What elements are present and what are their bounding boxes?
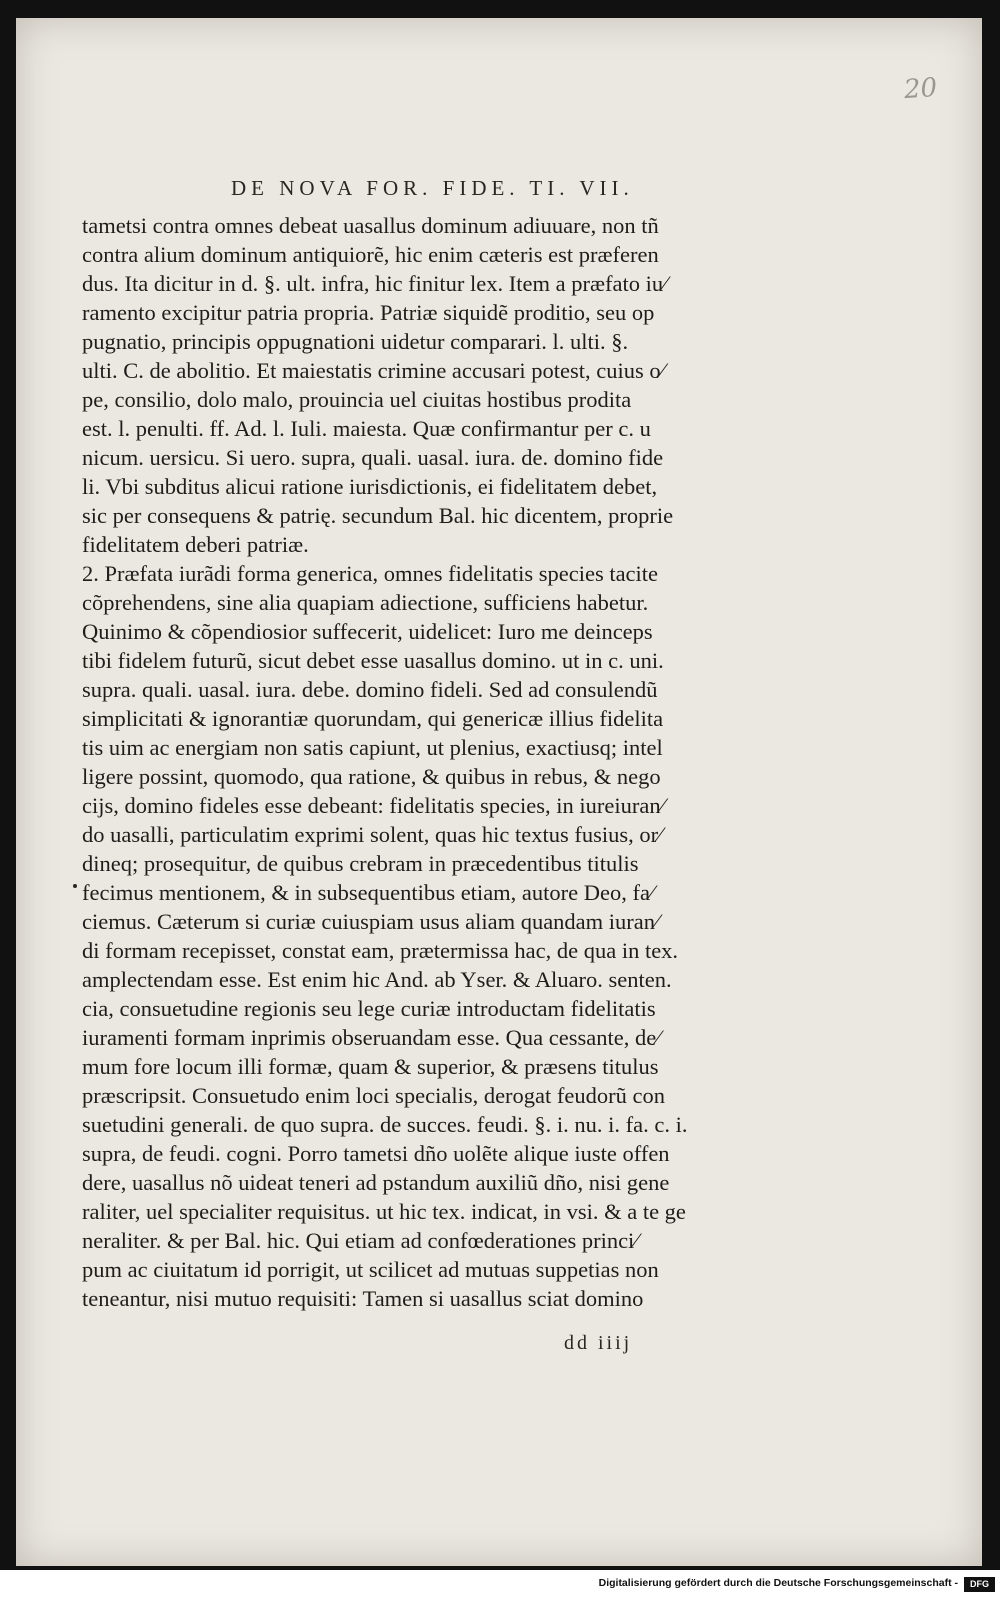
text-line: supra, de feudi. cogni. Porro tametsi dño uolẽte alique iuste offen (82, 1141, 670, 1166)
text-line: tis uim ac energiam non satis capiunt, ut plenius, exactiusq; intel (82, 735, 663, 760)
text-line: dus. Ita dicitur in d. §. ult. infra, hic finitur lex. Item a præfato iu⁄ (82, 271, 667, 296)
text-line: cia, consuetudine regionis seu lege curiæ introductam fidelitatis (82, 996, 656, 1021)
text-line: pum ac ciuitatum id porrigit, ut scilicet ad mutuas suppetias non (82, 1257, 659, 1282)
text-line: tibi fidelem futurũ, sicut debet esse uasallus domino. ut in c. uni. (82, 648, 664, 673)
text-line: nicum. uersicu. Si uero. supra, quali. uasal. iura. de. domino fide (82, 445, 664, 470)
digitization-credit: Digitalisierung gefördert durch die Deutsche Forschungsgemeinschaft - (598, 1577, 958, 1589)
text-line: cijs, domino fideles esse debeant: fidelitatis species, in iureiuran⁄ (82, 793, 665, 818)
text-line: ligere possint, quomodo, qua ratione, & quibus in rebus, & nego (82, 764, 661, 789)
text-line: pugnatio, principis oppugnationi uidetur comparari. l. ulti. §. (82, 329, 629, 354)
body-text (82, 211, 762, 1313)
margin-mark (73, 884, 77, 888)
text-line: ulti. C. de abolitio. Et maiestatis crimine accusari potest, cuius o⁄ (82, 358, 665, 383)
text-line: ramento excipitur patria propria. Patriæ siquidẽ proditio, seu op (82, 300, 655, 325)
text-line: di formam recepisset, constat eam, prætermissa hac, de qua in tex. (82, 938, 679, 963)
book-page (16, 18, 982, 1566)
text-line: tametsi contra omnes debeat uasallus dominum adiuuare, non tñ (82, 213, 659, 238)
text-line: fecimus mentionem, & in subsequentibus etiam, autore Deo, fa⁄ (82, 880, 654, 905)
text-line: suetudini generali. de quo supra. de succes. feudi. §. i. nu. i. fa. c. i. (82, 1112, 688, 1137)
text-line: ciemus. Cæterum si curiæ cuiuspiam usus aliam quandam iuran⁄ (82, 909, 659, 934)
text-line: supra. quali. uasal. iura. debe. domino fideli. Sed ad consulendũ (82, 677, 658, 702)
text-line: raliter, uel specialiter requisitus. ut hic tex. indicat, in vsi. & a te ge (82, 1199, 686, 1224)
text-line: amplectendam esse. Est enim hic And. ab Yser. & Aluaro. senten. (82, 967, 672, 992)
text-line: pe, consilio, dolo malo, prouincia uel ciuitas hostibus prodita (82, 387, 632, 412)
text-line: neraliter. & per Bal. hic. Qui etiam ad confœderationes princi⁄ (82, 1228, 639, 1253)
signature-mark: dd iiij (564, 1332, 633, 1354)
text-line: dere, uasallus nõ uideat teneri ad pstandum auxiliũ dño, nisi gene (82, 1170, 670, 1195)
text-line: Quinimo & cõpendiosior suffecerit, uidelicet: Iuro me deinceps (82, 619, 653, 644)
folio-number: 20 (902, 72, 939, 106)
text-line: do uasalli, particulatim exprimi solent, quas hic textus fusius, or⁄ (82, 822, 662, 847)
dfg-logo: DFG (964, 1577, 995, 1592)
text-line: teneantur, nisi mutuo requisiti: Tamen si uasallus sciat domino (82, 1286, 644, 1311)
text-line: sic per consequens & patrię. secundum Bal. hic dicentem, proprie (82, 503, 674, 528)
text-line: li. Vbi subditus alicui ratione iurisdictionis, ei fidelitatem debet, (82, 474, 658, 499)
text-line: iuramenti formam inprimis obseruandam esse. Qua cessante, de⁄ (82, 1025, 660, 1050)
text-line: simplicitati & ignorantiæ quorundam, qui genericæ illius fidelita (82, 706, 664, 731)
text-line: præscripsit. Consuetudo enim loci specialis, derogat feudorũ con (82, 1083, 666, 1108)
text-line: fidelitatem deberi patriæ. (82, 532, 309, 557)
text-line: mum fore locum illi formæ, quam & superior, & præsens titulus (82, 1054, 659, 1079)
running-head: DE NOVA FOR. FIDE. TI. VII. (231, 176, 634, 200)
text-line: 2. Præfata iurãdi forma generica, omnes fidelitatis species tacite (82, 561, 659, 586)
text-line: dineq; prosequitur, de quibus crebram in præcedentibus titulis (82, 851, 639, 876)
text-line: cõprehendens, sine alia quapiam adiectione, sufficiens habetur. (82, 590, 649, 615)
text-line: contra alium dominum antiquiorẽ, hic enim cæteris est præferen (82, 242, 659, 267)
text-line: est. l. penulti. ff. Ad. l. Iuli. maiesta. Quæ confirmantur per c. u (82, 416, 651, 441)
